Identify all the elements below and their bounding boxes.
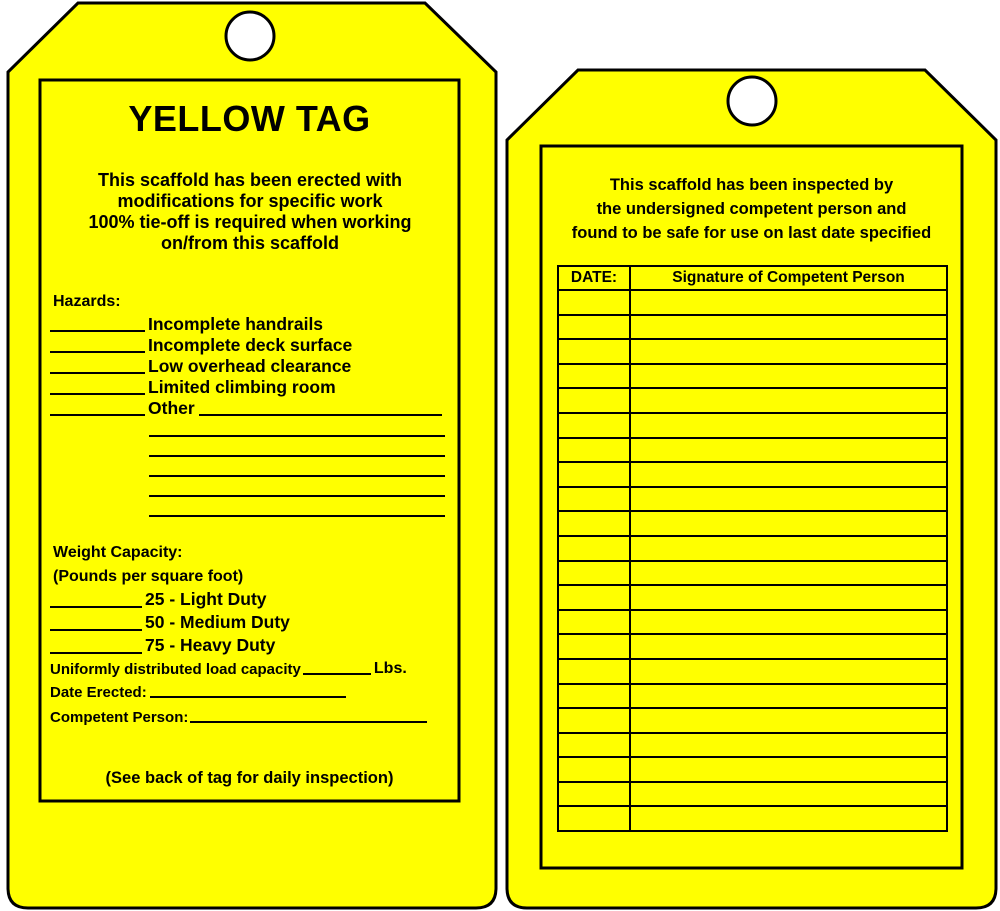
signature-cell[interactable]	[630, 585, 947, 610]
signature-cell[interactable]	[630, 511, 947, 536]
date-cell[interactable]	[558, 684, 630, 709]
hazard-item-other: Other	[50, 398, 442, 419]
date-cell[interactable]	[558, 487, 630, 512]
date-cell[interactable]	[558, 290, 630, 315]
hazards-label: Hazards:	[53, 293, 121, 310]
hazard-check-line[interactable]	[50, 351, 145, 353]
intro-line-1: This scaffold has been erected with	[97, 170, 403, 190]
weight-check-line[interactable]	[50, 652, 142, 654]
back-tag-intro	[541, 173, 962, 245]
signature-cell[interactable]	[630, 536, 947, 561]
date-erected-row	[50, 684, 346, 701]
date-cell[interactable]	[558, 438, 630, 463]
date-cell[interactable]	[558, 733, 630, 758]
table-row	[558, 561, 947, 586]
table-row	[558, 659, 947, 684]
back-intro-line-1: This scaffold has been inspected by	[609, 176, 894, 194]
table-header-row	[558, 266, 947, 290]
signature-cell[interactable]	[630, 610, 947, 635]
signature-cell[interactable]	[630, 290, 947, 315]
weight-check-line[interactable]	[50, 629, 142, 631]
load-unit: Lbs.	[373, 660, 407, 677]
date-column-header: DATE:	[558, 266, 630, 290]
signature-cell[interactable]	[630, 462, 947, 487]
signature-cell[interactable]	[630, 561, 947, 586]
signature-cell[interactable]	[630, 757, 947, 782]
table-row	[558, 339, 947, 364]
signature-cell[interactable]	[630, 733, 947, 758]
table-row	[558, 610, 947, 635]
front-tag-intro	[45, 170, 455, 254]
signature-cell[interactable]	[630, 413, 947, 438]
signature-cell[interactable]	[630, 782, 947, 807]
table-row	[558, 757, 947, 782]
table-row	[558, 487, 947, 512]
hazards-list	[50, 314, 442, 419]
table-row	[558, 634, 947, 659]
weight-item: 25 - Light Duty	[50, 588, 290, 611]
table-row	[558, 684, 947, 709]
competent-person-line[interactable]	[190, 721, 427, 723]
table-row	[558, 364, 947, 389]
other-extra-line[interactable]	[149, 515, 445, 517]
table-row	[558, 733, 947, 758]
date-cell[interactable]	[558, 634, 630, 659]
front-tag-hole	[226, 12, 274, 60]
hazard-item: Low overhead clearance	[50, 356, 442, 377]
weight-label: Weight Capacity:	[53, 544, 183, 561]
signature-cell[interactable]	[630, 806, 947, 831]
weight-item: 75 - Heavy Duty	[50, 634, 290, 657]
date-cell[interactable]	[558, 782, 630, 807]
other-fill-line[interactable]	[199, 414, 442, 416]
intro-line-3: 100% tie-off is required when working	[88, 212, 412, 232]
table-row	[558, 438, 947, 463]
table-row	[558, 315, 947, 340]
intro-line-4: on/from this scaffold	[160, 233, 339, 253]
hazard-item: Incomplete handrails	[50, 314, 442, 335]
table-row	[558, 413, 947, 438]
other-extra-line[interactable]	[149, 435, 445, 437]
signature-column-header: Signature of Competent Person	[630, 266, 947, 290]
other-extra-line[interactable]	[149, 475, 445, 477]
back-tag-hole	[728, 77, 776, 125]
date-erected-line[interactable]	[150, 696, 346, 698]
weight-item: 50 - Medium Duty	[50, 611, 290, 634]
load-capacity-label: Uniformly distributed load capacity	[50, 661, 301, 678]
hazard-check-line[interactable]	[50, 372, 145, 374]
table-row	[558, 708, 947, 733]
signature-cell[interactable]	[630, 659, 947, 684]
signature-cell[interactable]	[630, 339, 947, 364]
load-capacity-line[interactable]	[303, 673, 371, 675]
competent-person-row	[50, 709, 427, 726]
front-tag-title: YELLOW TAG	[128, 98, 371, 139]
date-cell[interactable]	[558, 659, 630, 684]
date-cell[interactable]	[558, 806, 630, 831]
signature-cell[interactable]	[630, 388, 947, 413]
inspection-log-rows	[558, 290, 947, 831]
other-extra-line[interactable]	[149, 455, 445, 457]
table-row	[558, 388, 947, 413]
load-capacity-row	[50, 660, 450, 678]
date-cell[interactable]	[558, 462, 630, 487]
front-tag-footer: (See back of tag for daily inspection)	[105, 769, 394, 787]
table-row	[558, 290, 947, 315]
table-row	[558, 462, 947, 487]
table-row	[558, 585, 947, 610]
signature-cell[interactable]	[630, 708, 947, 733]
competent-person-label: Competent Person:	[50, 709, 189, 726]
date-cell[interactable]	[558, 585, 630, 610]
table-row	[558, 782, 947, 807]
weight-list	[50, 588, 290, 657]
signature-cell[interactable]	[630, 634, 947, 659]
date-cell[interactable]	[558, 536, 630, 561]
date-cell[interactable]	[558, 388, 630, 413]
date-cell[interactable]	[558, 315, 630, 340]
inspection-log-table	[557, 265, 948, 832]
weight-capacity-heading	[53, 541, 243, 589]
weight-sublabel: (Pounds per square foot)	[53, 568, 244, 585]
back-intro-line-2: the undersigned competent person and	[596, 200, 907, 218]
other-extra-line[interactable]	[149, 495, 445, 497]
signature-cell[interactable]	[630, 438, 947, 463]
hazard-check-line[interactable]	[50, 414, 145, 416]
intro-line-2: modifications for specific work	[117, 191, 383, 211]
date-cell[interactable]	[558, 610, 630, 635]
hazard-check-line[interactable]	[50, 330, 145, 332]
signature-cell[interactable]	[630, 364, 947, 389]
hazard-check-line[interactable]	[50, 393, 145, 395]
date-cell[interactable]	[558, 339, 630, 364]
date-cell[interactable]	[558, 561, 630, 586]
table-row	[558, 511, 947, 536]
table-row	[558, 806, 947, 831]
weight-check-line[interactable]	[50, 606, 142, 608]
signature-cell[interactable]	[630, 315, 947, 340]
date-erected-label: Date Erected:	[50, 684, 147, 701]
table-row	[558, 536, 947, 561]
signature-cell[interactable]	[630, 487, 947, 512]
date-cell[interactable]	[558, 364, 630, 389]
date-cell[interactable]	[558, 511, 630, 536]
date-cell[interactable]	[558, 757, 630, 782]
hazard-item: Limited climbing room	[50, 377, 442, 398]
back-intro-line-3: found to be safe for use on last date specified	[571, 224, 932, 242]
date-cell[interactable]	[558, 413, 630, 438]
signature-cell[interactable]	[630, 684, 947, 709]
hazard-item: Incomplete deck surface	[50, 335, 442, 356]
date-cell[interactable]	[558, 708, 630, 733]
